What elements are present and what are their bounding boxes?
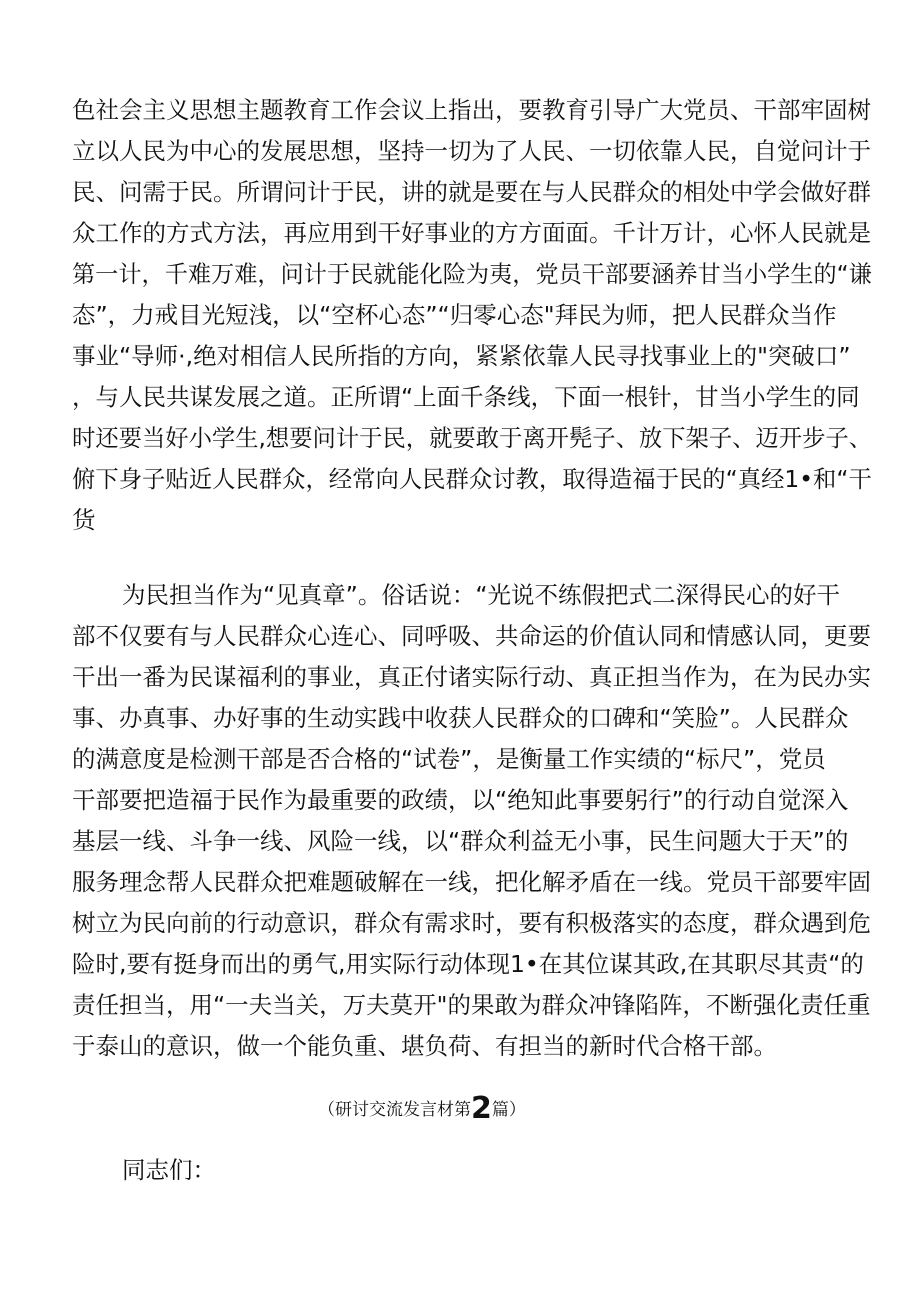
text-line: 险时,要有挺身而出的勇气,用实际行动体现1•在其位谋其政,在其职尽其责“的 [72, 950, 864, 978]
text-line: 基层一线、斗争一线、风险一线，以“群众利益无小事，民生问题大于天”的 [72, 827, 849, 855]
text-line: 货 [72, 506, 96, 534]
text-line: 态”，力戒目光短浅，以“空杯心态”“归零心态"拜民为师，把人民群众当作 [72, 301, 837, 329]
text-line: 色社会主义思想主题教育工作会议上指出，要教育引导广大党员、干部牢固树 [72, 96, 871, 124]
text-line: 树立为民向前的行动意识，群众有需求时，要有积极落实的态度，群众遇到危 [72, 909, 871, 937]
section-caption [318, 1092, 526, 1126]
text-line: 第一计，千难万难，问计于民就能化险为夷，党员干部要涵养甘当小学生的“谦 [72, 261, 872, 288]
text-line: 的满意度是检测干部是否合格的“试卷”，是衡量工作实绩的“标尺”，党员 [72, 745, 826, 773]
text-line: ，与人民共谋发展之道。正所谓“上面千条线，下面一根针，甘当小学生的同 [72, 383, 860, 411]
paragraph-1 [72, 90, 872, 541]
caption-number: 2 [471, 1091, 492, 1126]
text-line: 俯下身子贴近人民群众，经常向人民群众讨教，取得造福于民的“真经1•和“干 [72, 465, 872, 493]
text-line: 事业“导师·,绝对相信人民所指的方向，紧紧依靠人民寻找事业上的"突破口” [72, 342, 851, 370]
caption-suffix: 篇） [491, 1100, 526, 1120]
text-line: 民、问需于民。所谓问计于民，讲的就是要在与人民群众的相处中学会做好群 [72, 178, 871, 206]
caption-prefix: （研讨交流发言材第 [318, 1100, 471, 1120]
text-line: 干部要把造福于民作为最重要的政绩，以“绝知此事要躬行”的行动自觉深入 [72, 786, 849, 814]
paragraph-2 [72, 575, 872, 1067]
greeting: 同志们： [122, 1156, 216, 1184]
text-line: 服务理念帮人民群众把难题破解在一线，把化解矛盾在一线。党员干部要牢固 [72, 868, 871, 896]
text-line: 部不仅要有与人民群众心连心、同呼吸、共命运的价值认同和情感认同，更要 [72, 622, 871, 650]
text-line: 众工作的方式方法，再应用到干好事业的方方面面。千计万计，心怀人民就是 [72, 219, 871, 247]
text-line: 于泰山的意识，做一个能负重、堪负荷、有担当的新时代合格干部。 [72, 1032, 777, 1060]
text-line: 立以人民为中心的发展思想，坚持一切为了人民、一切依靠人民，自觉问计于 [72, 137, 871, 165]
text-line: 时还要当好小学生,想要问计于民，就要敢于离开髡子、放下架子、迈开步子、 [72, 425, 873, 452]
text-line: 责任担当，用“一夫当关，万夫莫开"的果敢为群众冲锋陷阵，不断强化责任重 [72, 991, 871, 1019]
text-line: 事、办真事、办好事的生动实践中收获人民群众的口碑和“笑脸”。人民群众 [72, 704, 849, 732]
text-line: 干出一番为民谋福利的事业，真正付诸实际行动、真正担当作为，在为民办实 [72, 663, 871, 691]
text-line: 为民担当作为“见真章”。俗话说：“光说不练假把式二深得民心的好干 [122, 581, 841, 609]
